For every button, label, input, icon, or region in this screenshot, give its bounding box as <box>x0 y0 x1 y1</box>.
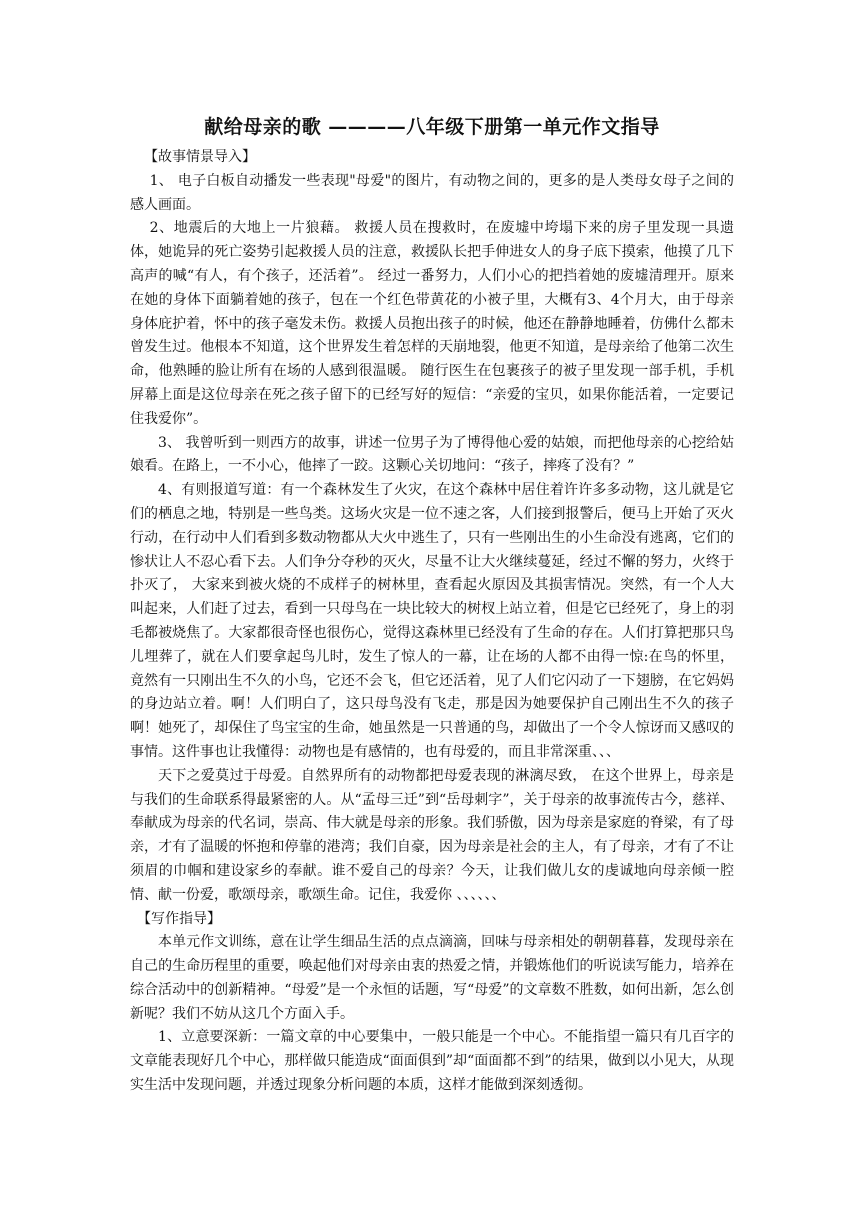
paragraph-4: 4、有则报道写道：有一个森林发生了火灾，在这个森林中居住着许许多多动物，这儿就是它们的栖息之地，特别是一些鸟类。这场火灾是一位不速之客，人们接到报警后，便马上开始了灭火行动，在行动中人们看到多数动物都从大火中逃生了，只有一些刚出生的小生命没有逃离，它们的惨状让人不忍心看下去。人们争分夺秒的灭火，尽量不让大火继续蔓延，经过不懈的努力，火终于扑灭了， 大家来到被火烧的不成样子的树林里，查看起火原因及其损害情况。突然，有一个人大叫起来，人们赶了过去，看到一只母鸟在一块比较大的树杈上站立着，但是它已经死了，身上的羽毛都被烧焦了。大家都很奇怪也很伤心，觉得这森林里已经没有了生命的存在。人们打算把那只鸟儿埋葬了，就在人们要拿起鸟儿时，发生了惊人的一幕，让在场的人都不由得一惊:在鸟的怀里，竟然有一只刚出生不久的小鸟，它还不会飞，但它还活着，见了人们它闪动了一下翅膀，在它妈妈的身边站立着。啊！人们明白了，这只母鸟没有飞走，那是因为她要保护自己刚出生不久的孩子啊！她死了，却保住了鸟宝宝的生命，她虽然是一只普通的鸟，却做出了一个令人惊讶而又感叹的事情。这件事也让我懂得：动物也是有感情的，也有母爱的，而且非常深重、、、 <box>130 482 734 760</box>
paragraph-7: 1、立意要深新：一篇文章的中心要集中，一般只能是一个中心。不能指望一篇只有几百字的文章能表现好几个中心，那样做只能造成“面面俱到”却“面面都不到”的结果，做到以小见大，从现实生活中发现问题，并透过现象分析问题的本质，这样才能做到深刻透彻。 <box>130 1029 734 1094</box>
paragraph-1: 1、 电子白板自动播发一些表现"母爱"的图片，有动物之间的，更多的是人类母女母子之间的感人画面。 <box>130 172 734 213</box>
paragraph-3: 3、 我曾听到一则西方的故事，讲述一位男子为了博得他心爱的姑娘，而把他母亲的心挖给姑娘看。在路上，一不小心，他摔了一跤。这颗心关切地问：“孩子，摔疼了没有？” <box>130 434 734 475</box>
section-heading-story: 【故事情景导入】 <box>144 149 256 165</box>
section-heading-writing-guide: 【写作指导】 <box>137 910 221 927</box>
paragraph-2: 2、地震后的大地上一片狼藉。 救援人员在搜救时，在废墟中垮塌下来的房子里发现一具遗体，她诡异的死亡姿势引起救援人员的注意，救援队长把手伸进女人的身子底下摸索，他摸了几下高声的喊“有人，有个孩子，还活着”。 经过一番努力，人们小心的把挡着她的废墟清理开。原来在她的身体下面躺着她的孩子，包在一个红色带黄花的小被子里，大概有3、4个月大，由于母亲身体庇护着，怀中的孩子毫发未伤。救援人员抱出孩子的时候，他还在静静地睡着，仿佛什么都未曾发生过。他根本不知道，这个世界发生着怎样的天崩地裂，他更不知道，是母亲给了他第二次生命，他熟睡的脸让所有在场的人感到很温暖。 随行医生在包裹孩子的被子里发现一部手机，手机屏幕上面是这位母亲在死之孩子留下的已经写好的短信：“亲爱的宝贝，如果你能活着，一定要记住我爱你”。 <box>130 220 734 427</box>
document-page <box>130 112 734 1098</box>
page-title: 献给母亲的歌 ————八年级下册第一单元作文指导 <box>204 116 660 138</box>
paragraph-6: 本单元作文训练，意在让学生细品生活的点点滴滴，回味与母亲相处的朝朝暮暮，发现母亲在自己的生命历程里的重要，唤起他们对母亲由衷的热爱之情，并锻炼他们的听说读写能力，培养在综合活动中的创新精神。“母爱”是一个永恒的话题，写“母爱”的文章数不胜数，如何出新，怎么创新呢？我们不妨从这几个方面入手。 <box>130 934 734 1022</box>
paragraph-5: 天下之爱莫过于母爱。自然界所有的动物都把母爱表现的淋漓尽致， 在这个世界上，母亲是与我们的生命联系得最紧密的人。从“孟母三迁”到“岳母刺字”，关于母亲的故事流传古今，慈祥、奉献成为母亲的代名词，崇高、伟大就是母亲的形象。我们骄傲，因为母亲是家庭的脊梁，有了母亲，才有了温暖的怀抱和停靠的港湾；我们自豪，因为母亲是社会的主人，有了母亲，才有了不让须眉的巾帼和建设家乡的奉献。谁不爱自己的母亲？今天，让我们做儿女的虔诚地向母亲倾一腔情、献一份爱，歌颂母亲，歌颂生命。记住，我爱你 、、、、、、 <box>130 767 734 903</box>
